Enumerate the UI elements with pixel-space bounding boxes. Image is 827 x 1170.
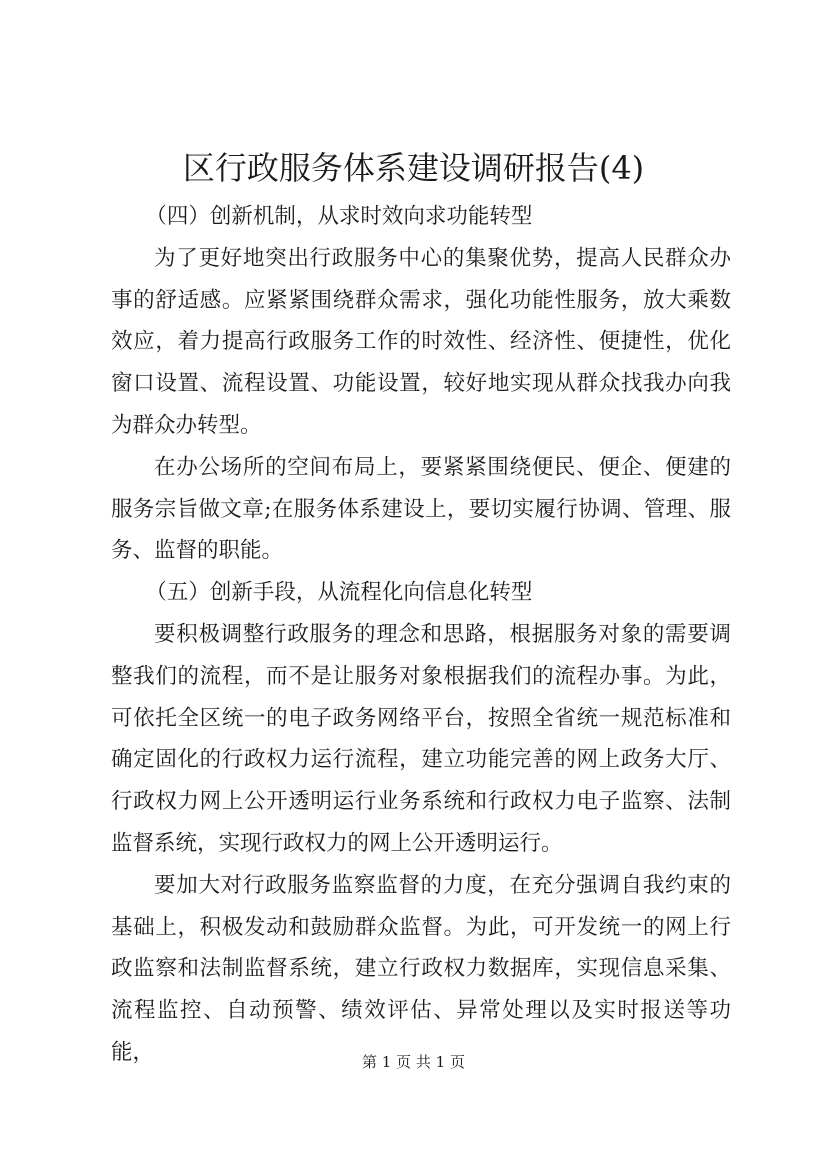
paragraph: 在办公场所的空间布局上，要紧紧围绕便民、便企、便建的服务宗旨做文章;在服务体系建设上，要切实履行协调、管理、服务、监督的职能。 <box>111 454 731 564</box>
section-heading-4: （四）创新机制，从求时效向求功能转型 <box>145 204 533 229</box>
document-title: 区行政服务体系建设调研报告(4) <box>182 149 645 187</box>
paragraph: 为了更好地突出行政服务中心的集聚优势，提高人民群众办事的舒适感。应紧紧围绕群众需求，强化功能性服务，放大乘数效应，着力提高行政服务工作的时效性、经济性、便捷性，优化窗口设置、流程设置、功能设置，较好地实现从群众找我办向我为群众办转型。 <box>111 245 731 438</box>
page-footer: 第 1 页 共 1 页 <box>362 1053 465 1071</box>
paragraph: 要积极调整行政服务的理念和思路，根据服务对象的需要调整我们的流程，而不是让服务对象根据我们的流程办事。为此，可依托全区统一的电子政务网络平台，按照全省统一规范标准和确定固化的行政权力运行流程，建立功能完善的网上政务大厅、行政权力网上公开透明运行业务系统和行政权力电子监察、法制监督系统，实现行政权力的网上公开透明运行。 <box>111 621 731 856</box>
paragraph: 要加大对行政服务监察监督的力度，在充分强调自我约束的基础上，积极发动和鼓励群众监督。为此，可开发统一的网上行政监察和法制监督系统，建立行政权力数据库，实现信息采集、流程监控、自动预警、绩效评估、异常处理以及实时报送等功能， <box>111 872 731 1065</box>
document-body <box>111 196 731 1074</box>
section-heading-5: （五）创新手段，从流程化向信息化转型 <box>145 580 533 606</box>
